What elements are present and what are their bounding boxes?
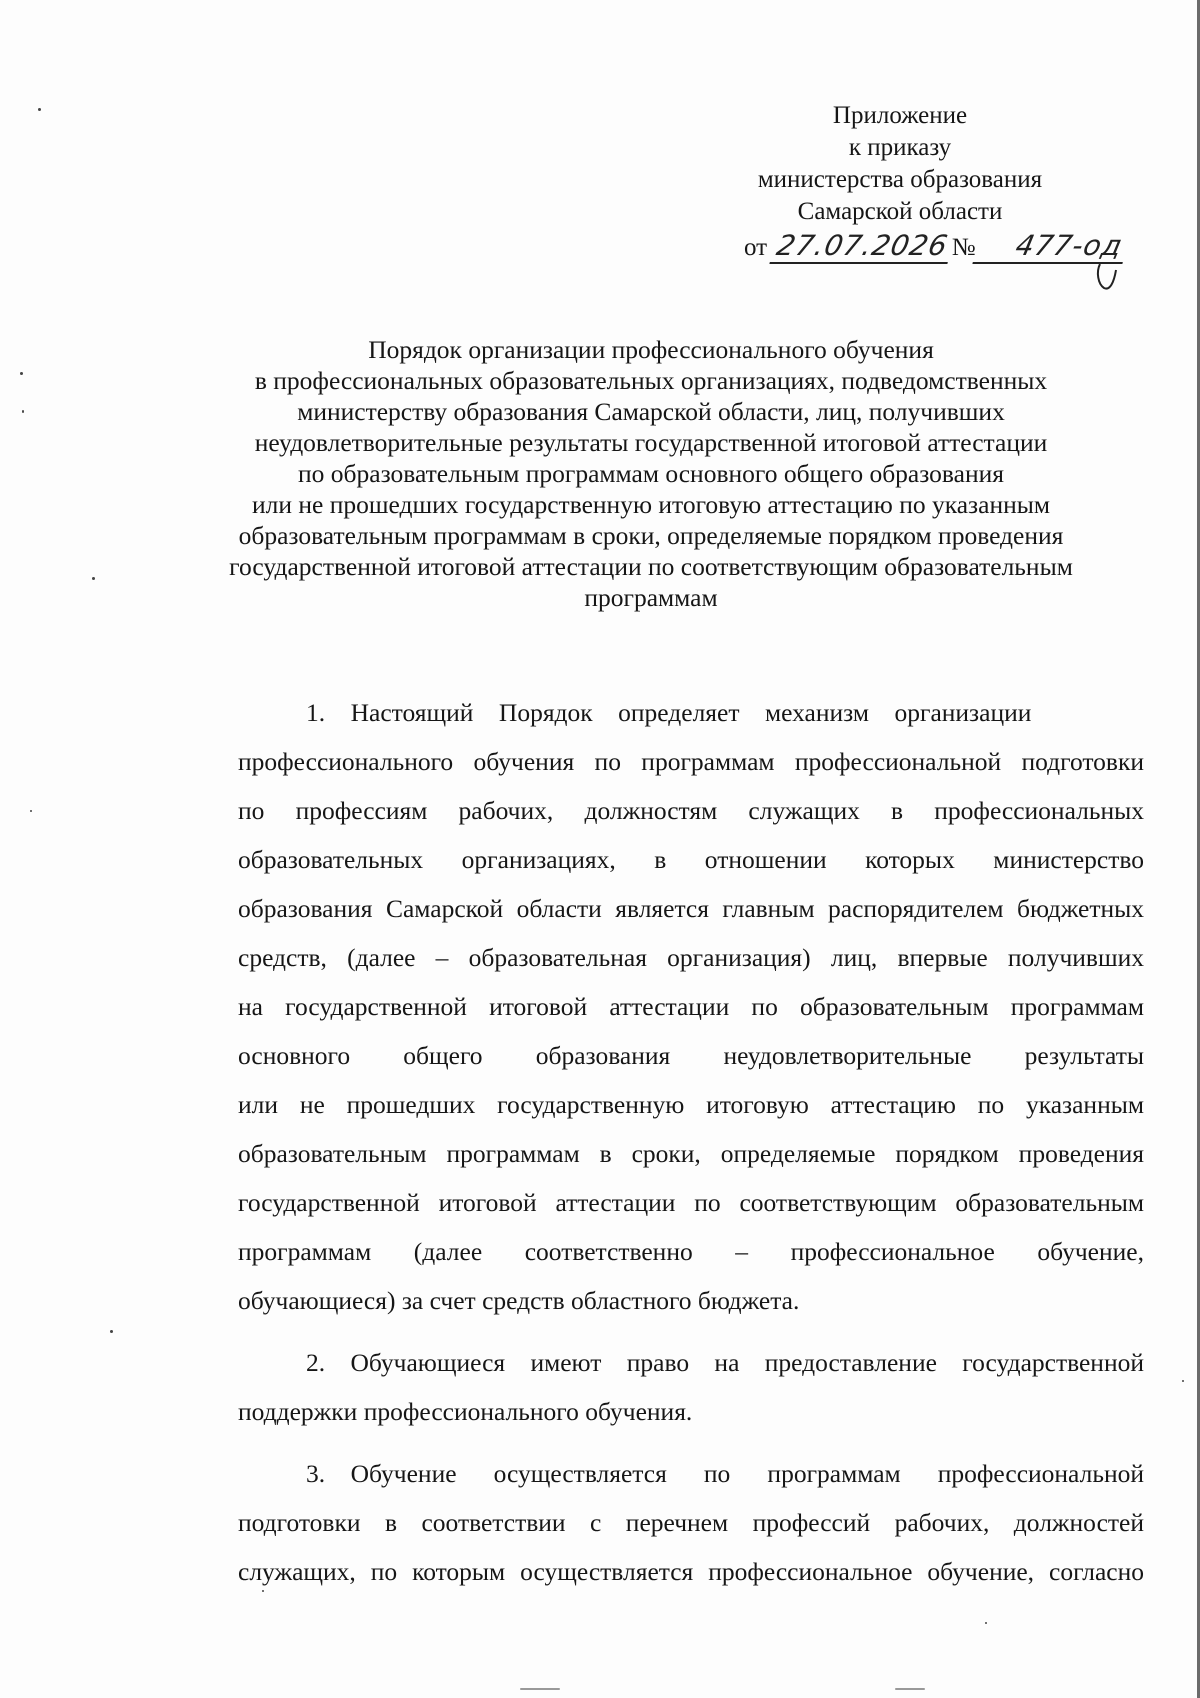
scan-speck: [262, 1590, 264, 1592]
text-line: на государственной итоговой аттестации по образовательным программам: [238, 992, 1144, 1021]
scan-speck: [22, 410, 24, 413]
scan-speck: [30, 810, 32, 812]
order-reference: [744, 230, 1126, 264]
paragraph-3: [170, 1449, 1144, 1596]
scan-speck: [92, 577, 95, 580]
text-line: 3. Обучение осуществляется по программам профессиональной: [306, 1459, 1144, 1488]
text-line: программам (далее соответственно – профессиональное обучение,: [238, 1237, 1144, 1266]
text-line: образовательным программам в сроки, определяемые порядком проведения: [238, 1139, 1144, 1168]
title-line: образовательным программам в сроки, определяемые порядком проведения: [238, 521, 1064, 550]
document-body: [170, 688, 1144, 1609]
text-line: профессионального обучения по программам профессиональной подготовки: [238, 747, 1144, 776]
text-line: образования Самарской области является главным распорядителем бюджетных: [238, 894, 1144, 923]
text-line: основного общего образования неудовлетворительные результаты: [238, 1041, 1144, 1070]
text-line: средств, (далее – образовательная организация) лиц, впервые получивших: [238, 943, 1144, 972]
title-line: Порядок организации профессионального обучения: [368, 335, 934, 364]
text-line: поддержки профессионального обучения.: [238, 1397, 693, 1426]
appendix-line: министерства образования: [757, 166, 1043, 193]
document-title: [170, 334, 1132, 613]
title-line: государственной итоговой аттестации по соответствующим образовательным: [229, 552, 1073, 581]
handwritten-order-number: 477-од: [972, 230, 1129, 264]
scan-speck: [38, 108, 41, 111]
paragraph-2: [170, 1338, 1144, 1436]
text-line: по профессиям рабочих, должностям служащих в профессиональных: [238, 796, 1144, 825]
title-line: или не прошедших государственную итоговую аттестацию по указанным: [251, 490, 1051, 519]
text-line: обучающиеся) за счет средств областного бюджета.: [238, 1286, 800, 1315]
order-prefix: от: [744, 234, 768, 261]
title-line: по образовательным программам основного общего образования: [298, 459, 1004, 488]
title-line: программам: [584, 583, 718, 612]
scan-speck: [895, 1688, 925, 1690]
appendix-line: Приложение: [832, 102, 968, 129]
scan-speck: [520, 1688, 560, 1690]
text-line: образовательных организациях, в отношении которых министерство: [238, 845, 1144, 874]
paragraph-1: [170, 688, 1144, 1325]
scan-speck: [20, 372, 23, 375]
scan-speck: [110, 1330, 113, 1333]
appendix-line: к приказу: [848, 134, 952, 161]
text-line: государственной итоговой аттестации по соответствующим образовательным: [238, 1188, 1144, 1217]
appendix-header: [700, 100, 1100, 228]
title-line: в профессиональных образовательных организациях, подведомственных: [254, 366, 1048, 395]
text-line: или не прошедших государственную итоговую аттестацию по указанным: [238, 1090, 1144, 1119]
text-line: служащих, по которым осуществляется профессиональное обучение, согласно: [238, 1557, 1144, 1586]
appendix-line: Самарской области: [797, 198, 1003, 225]
handwritten-order-date: 27.07.2026: [770, 230, 956, 264]
order-number-sign: №: [951, 234, 976, 261]
title-line: неудовлетворительные результаты государственной итоговой аттестации: [254, 428, 1048, 457]
scan-speck: [985, 1622, 987, 1624]
scan-speck: [1182, 1380, 1184, 1382]
handwritten-flourish-icon: [1094, 262, 1120, 292]
text-line: 2. Обучающиеся имеют право на предоставление государственной: [306, 1348, 1144, 1377]
title-line: министерству образования Самарской области, лиц, получивших: [297, 397, 1005, 426]
text-line: 1. Настоящий Порядок определяет механизм организации: [306, 698, 1032, 727]
text-line: подготовки в соответствии с перечнем профессий рабочих, должностей: [238, 1508, 1144, 1537]
